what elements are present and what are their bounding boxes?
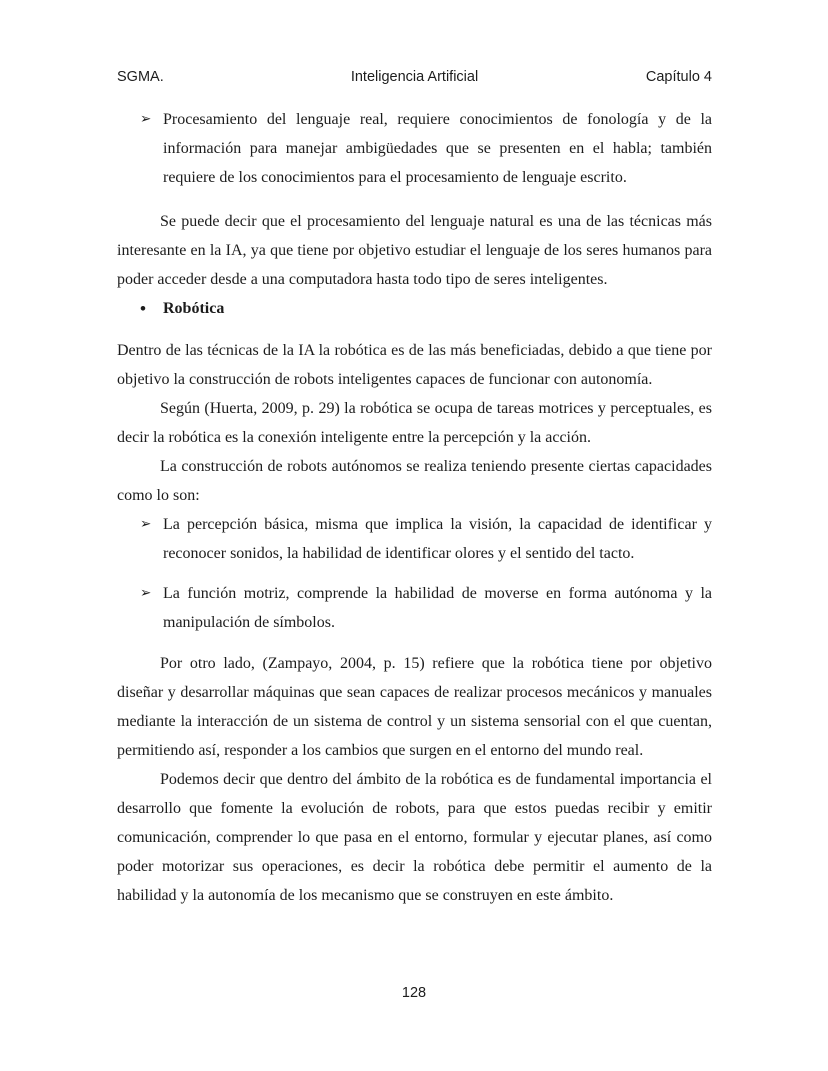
arrow-bullet-icon: ➢ — [140, 516, 152, 532]
round-bullet-icon: • — [140, 299, 146, 318]
paragraph: La construcción de robots autónomos se realiza teniendo presente ciertas capacidades como lo son: — [117, 458, 712, 504]
arrow-bullet-icon: ➢ — [140, 585, 152, 601]
page-number: 128 — [401, 985, 427, 1001]
arrow-list-item — [117, 105, 712, 192]
header-title: Inteligencia Artificial — [350, 69, 479, 85]
arrow-list-item — [117, 510, 712, 568]
header-chapter: Capítulo 4 — [645, 69, 712, 85]
paragraph: Podemos decir que dentro del ámbito de la robótica es de fundamental importancia el desarrollo que fomente la evolución de robots, para que estos puedas recibir y emitir comunicación, comprender lo que pasa en el entorno, formular y ejecutar planes, así como poder motorizar sus operaciones, es decir la robótica debe permitir el aumento de la habilidad y la autonomía de los mecanismo que se construyen en este ámbito. — [117, 771, 712, 904]
section-heading — [117, 294, 712, 323]
section-heading-text: Robótica — [163, 300, 225, 317]
arrow-list-item — [117, 579, 712, 637]
page-footer — [0, 984, 828, 1002]
list-item-text: Procesamiento del lenguaje real, requiere conocimientos de fonología y de la información para manejar ambigüedades que se presenten en el habla; también requiere de los conocimientos para el procesamiento de lenguaje escrito. — [163, 111, 712, 186]
arrow-bullet-icon: ➢ — [140, 111, 152, 127]
paragraph: Según (Huerta, 2009, p. 29) la robótica se ocupa de tareas motrices y perceptuales, es decir la robótica es la conexión inteligente entre la percepción y la acción. — [117, 400, 712, 446]
list-item-text: La percepción básica, misma que implica la visión, la capacidad de identificar y reconocer sonidos, la habilidad de identificar olores y el sentido del tacto. — [163, 516, 712, 562]
paragraph: Por otro lado, (Zampayo, 2004, p. 15) refiere que la robótica tiene por objetivo diseñar y desarrollar máquinas que sean capaces de realizar procesos mecánicos y manuales mediante la interacción de un sistema de control y un sistema sensorial con el que cuentan, permitiendo así, responder a los cambios que surgen en el entorno del mundo real. — [117, 655, 712, 759]
paragraph: Se puede decir que el procesamiento del lenguaje natural es una de las técnicas más interesante en la IA, ya que tiene por objetivo estudiar el lenguaje de los seres humanos para poder acceder desde a una computadora hasta todo tipo de seres inteligentes. — [117, 213, 712, 288]
paragraph: Dentro de las técnicas de la IA la robótica es de las más beneficiadas, debido a que tiene por objetivo la construcción de robots inteligentes capaces de funcionar con autonomía. — [117, 342, 712, 388]
header-author: SGMA. — [117, 69, 164, 85]
list-item-text: La función motriz, comprende la habilidad de moverse en forma autónoma y la manipulación de símbolos. — [163, 585, 712, 631]
page-header — [117, 68, 712, 86]
